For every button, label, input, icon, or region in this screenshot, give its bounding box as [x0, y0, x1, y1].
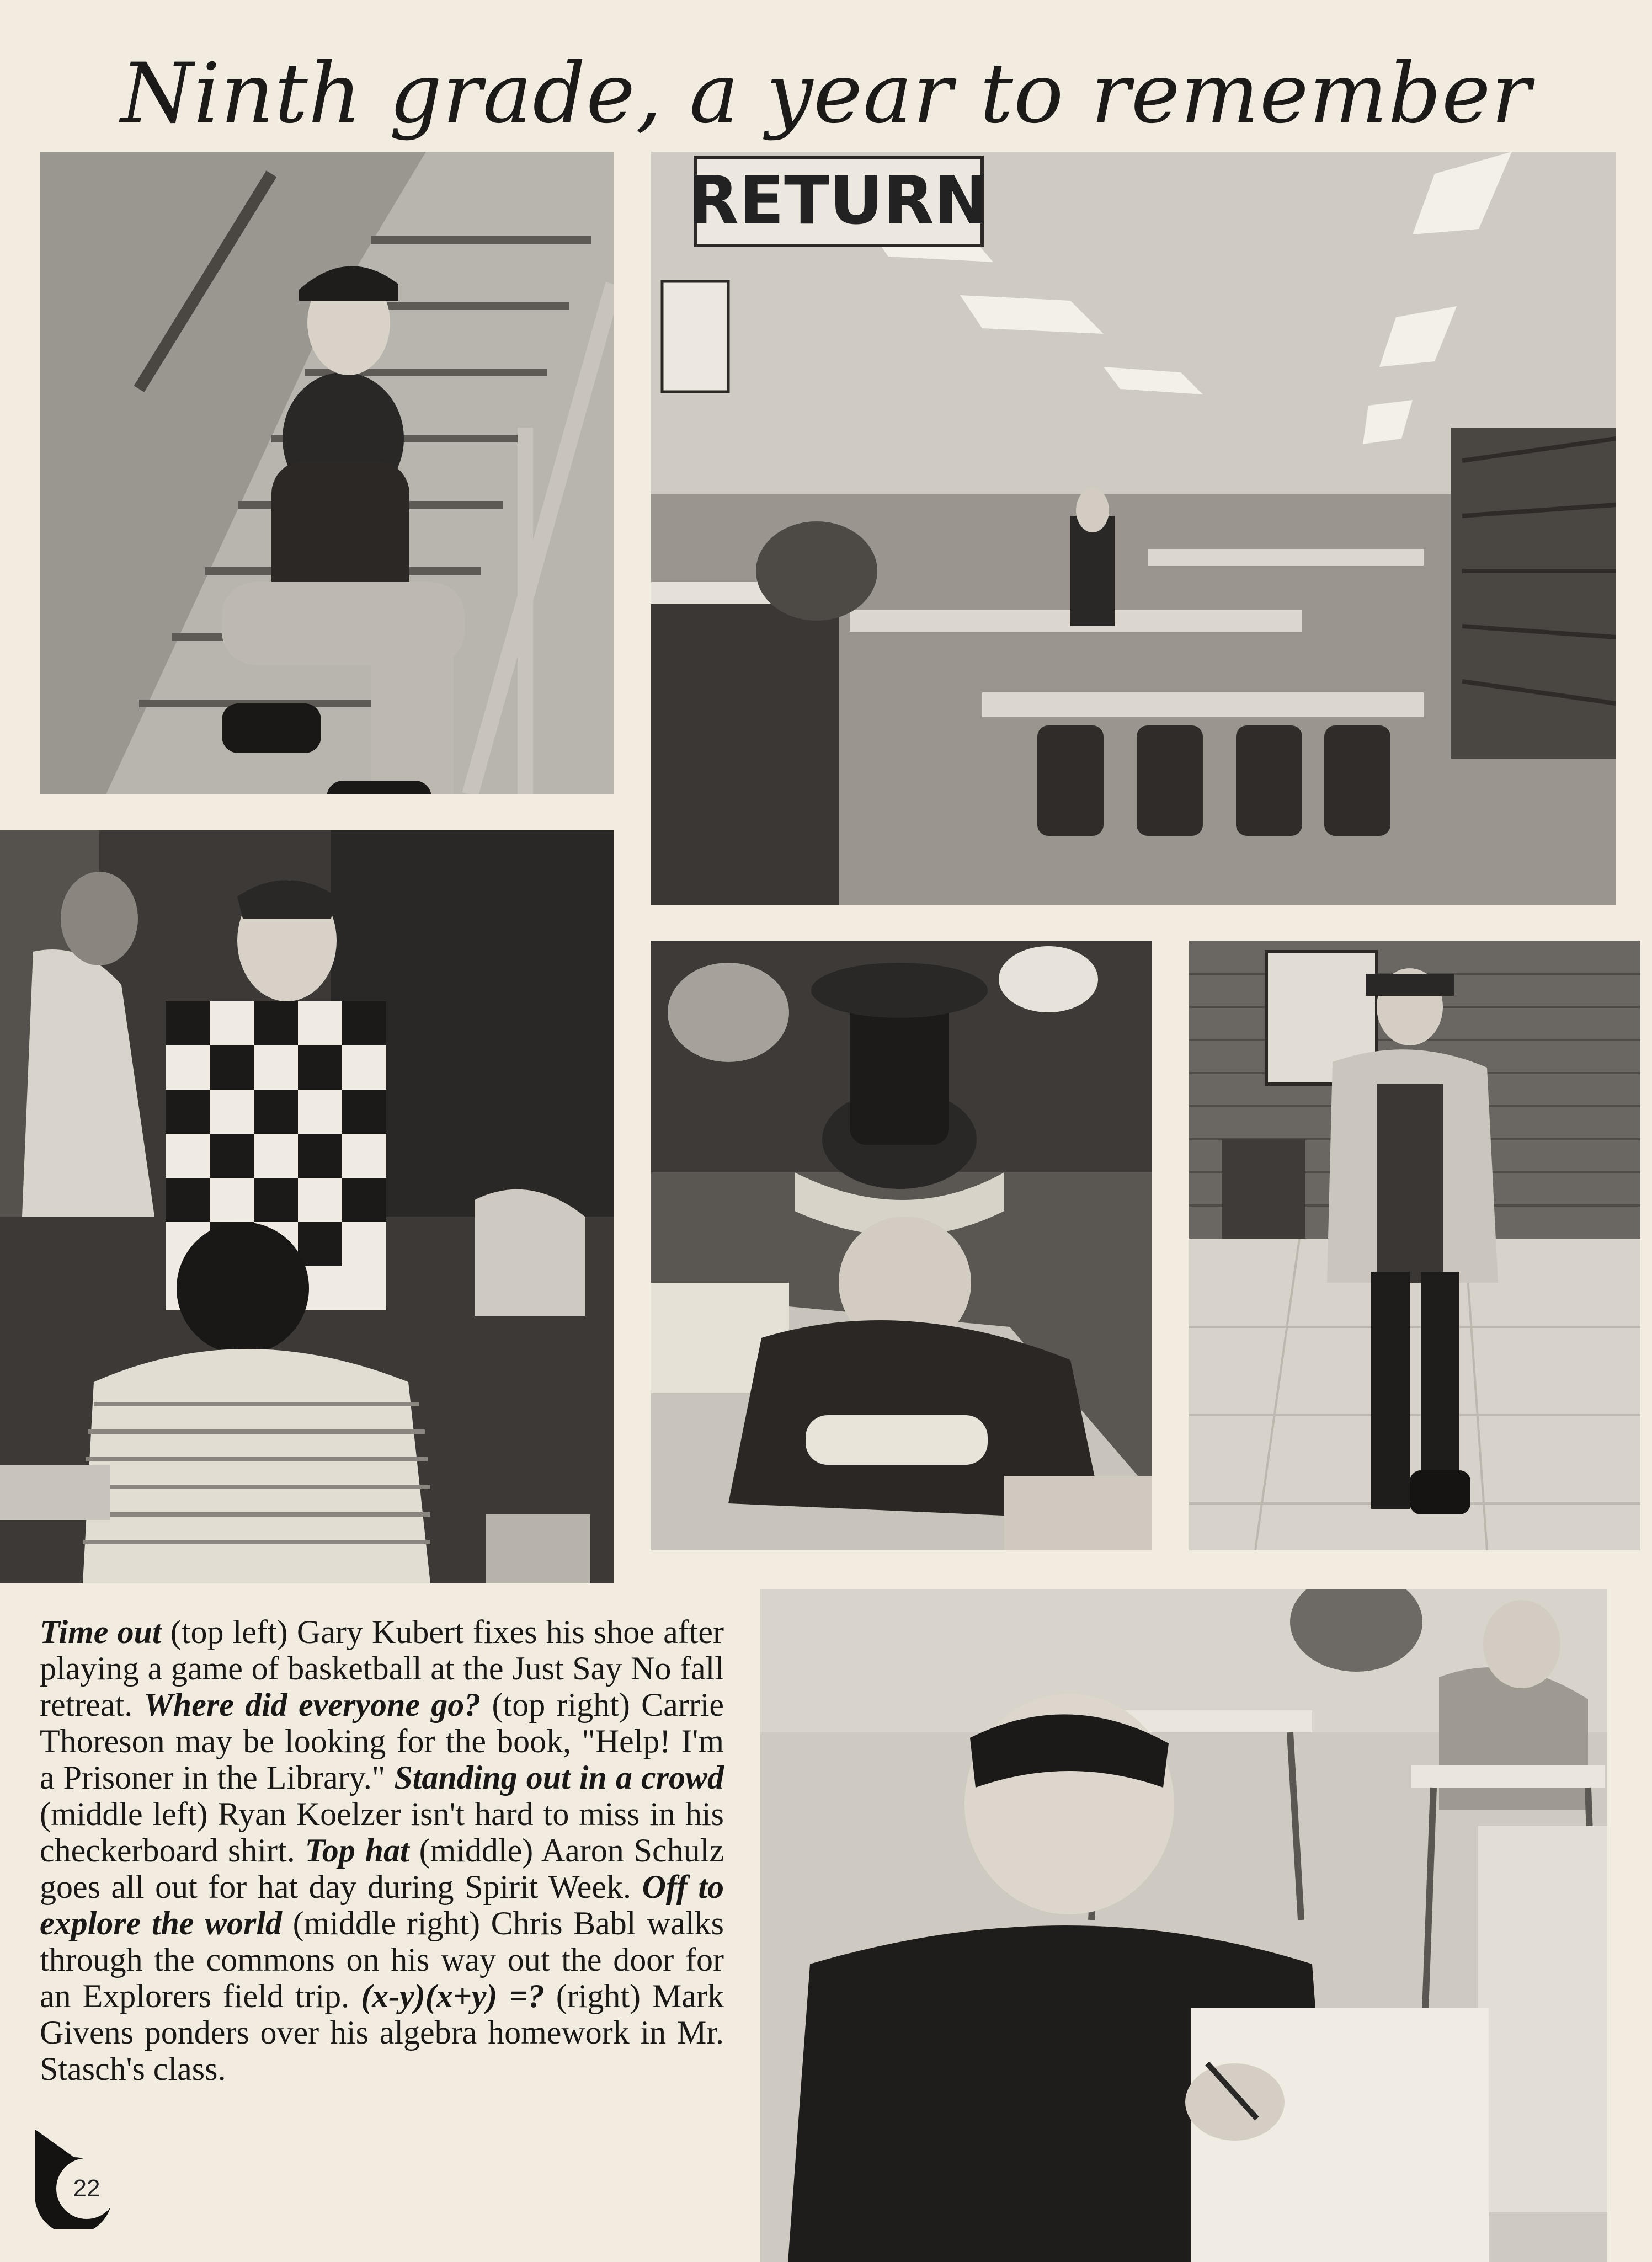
caption-text: (top right) Carrie Thoreson may be looking for the book, "Help! I'm a Prisoner in the Library.": [40, 1687, 724, 1796]
photo-checkerboard: [0, 830, 614, 1583]
caption-lead: Off to explore the world: [40, 1869, 724, 1941]
photo-library: [651, 152, 1616, 905]
caption-lead: (x-y)(x+y) =?: [361, 1978, 545, 2014]
page-number-badge: [35, 2130, 129, 2229]
caption-lead: Where did everyone go?: [143, 1687, 481, 1723]
photo-commons: [1189, 941, 1640, 1550]
page-title: Ninth grade, a year to remember: [120, 46, 1532, 142]
caption-text: (right) Mark Givens ponders over his algebra homework in Mr. Stasch's class.: [40, 1978, 724, 2087]
caption-text: (middle) Aaron Schulz goes all out for hat day during Spirit Week.: [40, 1832, 724, 1905]
photo-caption: [40, 1614, 724, 2087]
caption-lead: Time out: [40, 1614, 162, 1650]
caption-text: (middle left) Ryan Koelzer isn't hard to miss in his checkerboard shirt.: [40, 1796, 724, 1869]
photo-top-hat: [651, 941, 1152, 1550]
page-number: 22: [73, 2175, 100, 2202]
caption-text: (top left) Gary Kubert fixes his shoe after playing a game of basketball at the Just Say No fall retreat.: [40, 1614, 724, 1723]
caption-lead: Top hat: [305, 1832, 409, 1869]
caption-text: (middle right) Chris Babl walks through the commons on his way out the door for an Explorers field trip.: [40, 1905, 724, 2014]
return-sign: RETURN: [688, 163, 990, 239]
photo-classroom: [760, 1589, 1607, 2262]
caption-lead: Standing out in a crowd: [394, 1759, 724, 1796]
photo-stairs: [40, 152, 614, 794]
